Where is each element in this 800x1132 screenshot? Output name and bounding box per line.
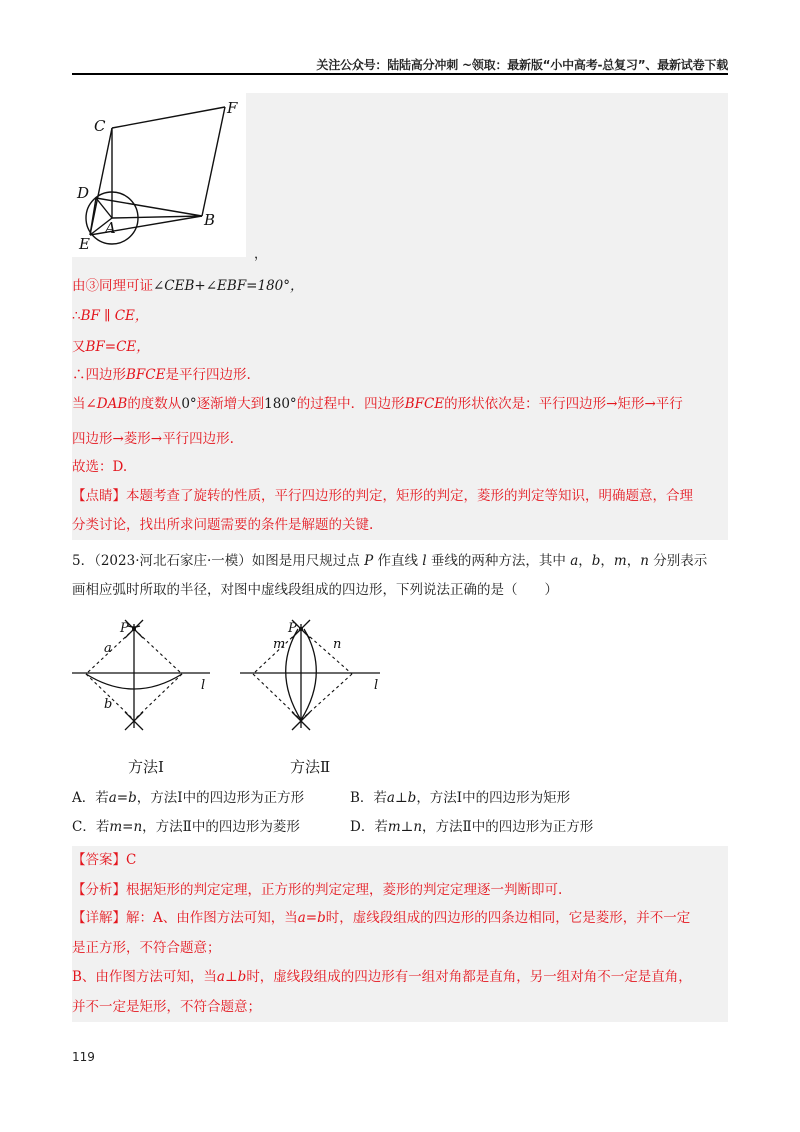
- label-F: F: [227, 99, 238, 117]
- text: ∴: [72, 308, 81, 324]
- rotation-figure-svg: [72, 93, 246, 257]
- text: ，: [578, 553, 592, 569]
- m1-label-b: b: [104, 697, 113, 712]
- m1-point-P: [132, 627, 136, 631]
- solution-line-1: [72, 277, 728, 295]
- m2-arc-n: [301, 629, 316, 720]
- math: l: [422, 553, 427, 569]
- math: b: [591, 553, 601, 569]
- question-5-line-1: [72, 552, 728, 570]
- text: B、由作图方法可知，当: [72, 969, 217, 985]
- solution-line-7: 故选：D.: [72, 459, 128, 475]
- text: 【详解】解：A、由作图方法可知，当: [72, 910, 298, 926]
- text: D．若: [350, 819, 388, 835]
- method-1-caption: 方法Ⅰ: [128, 758, 164, 776]
- text: 5．（2023·河北石家庄·一模）如图是用尺规过点: [72, 553, 365, 569]
- label-E: E: [79, 235, 90, 253]
- label-C: C: [94, 117, 106, 135]
- detail-line-1: [72, 909, 728, 927]
- text: B．若: [350, 790, 387, 806]
- answer-line: 【答案】C: [72, 852, 137, 868]
- solution-line-2: [72, 307, 728, 325]
- text: 由③同理可证: [72, 278, 153, 294]
- answer-block: [72, 846, 728, 1022]
- m2-point-P: [299, 627, 303, 631]
- math: BFCE: [126, 367, 166, 383]
- text: 当: [72, 396, 86, 412]
- text: 垂线的两种方法，其中: [426, 553, 571, 569]
- m2-label-l: l: [374, 678, 379, 693]
- page-number: 119: [72, 1050, 95, 1064]
- text: 的过程中．四边形: [296, 396, 405, 412]
- text: 是平行四边形.: [165, 367, 251, 383]
- edge-FB: [202, 107, 225, 216]
- solution-line-4: [72, 366, 728, 384]
- math: ∠CEB+∠EBF=180°，: [153, 278, 304, 294]
- detail-line-2: 是正方形，不符合题意；: [72, 940, 221, 956]
- text: ，: [600, 553, 614, 569]
- text: A．若: [72, 790, 109, 806]
- text: ，方法Ⅱ中的四边形为菱形: [142, 819, 300, 835]
- m2-dash-3: [253, 674, 301, 720]
- math: BF=CE，: [85, 339, 150, 355]
- analysis-line: 【分析】根据矩形的判定定理，正方形的判定定理，菱形的判定定理逐一判断即可.: [72, 882, 563, 898]
- math: BFCE: [404, 396, 445, 412]
- rotation-figure: [72, 93, 246, 257]
- detail-line-3: [72, 968, 728, 986]
- text: 的形状依次是：平行四边形→矩形→平行: [444, 396, 683, 412]
- option-C: [72, 818, 300, 836]
- math: P: [364, 553, 374, 569]
- math: a=b: [108, 790, 137, 806]
- label-D: D: [77, 184, 90, 202]
- math: 180°: [264, 396, 297, 412]
- text: 时，虚线段组成的四边形有一组对角都是直角，另一组对角不一定是直角，: [246, 969, 692, 985]
- text: ∴四边形: [72, 367, 126, 383]
- text: ，: [626, 553, 641, 569]
- text: C．若: [72, 819, 110, 835]
- math: ∠DAB: [85, 396, 128, 412]
- method-2-caption: 方法Ⅱ: [290, 758, 331, 776]
- m1-dash-4: [134, 674, 182, 720]
- math: a: [570, 553, 579, 569]
- m2-arc-m: [286, 629, 301, 720]
- text: 又: [72, 339, 86, 355]
- solution-line-6: 四边形→菱形→平行四边形.: [72, 431, 234, 447]
- option-A: [72, 789, 304, 807]
- m1-label-a: a: [104, 641, 112, 656]
- previous-solution-block: [72, 93, 728, 540]
- construction-figures-svg: [72, 616, 728, 736]
- comma-after-figure: ，: [254, 247, 268, 262]
- page-header: 关注公众号：陆陆高分冲刺 ~领取：最新版“小中高考-总复习”、最新试卷下载: [316, 58, 728, 72]
- math: a⊥b: [216, 969, 247, 985]
- math: BF ∥ CE，: [80, 308, 149, 324]
- label-A: A: [105, 219, 116, 237]
- math: m⊥n: [387, 819, 423, 835]
- solution-line-9: 分类讨论，找出所求问题需要的条件是解题的关键.: [72, 517, 374, 533]
- text: 分别表示: [648, 553, 708, 569]
- m2-label-P: P: [288, 621, 297, 636]
- option-D: [350, 818, 593, 836]
- m2-label-n: n: [333, 637, 342, 652]
- text: 的度数从: [127, 396, 182, 412]
- text: ，方法Ⅱ中的四边形为正方形: [422, 819, 594, 835]
- m1-label-l: l: [201, 678, 206, 693]
- text: ，方法Ⅰ中的四边形为矩形: [416, 790, 571, 806]
- edge-CF: [112, 107, 225, 128]
- question-5-line-2: 画相应弧时所取的半径，对图中虚线段组成的四边形，下列说法正确的是（ ）: [72, 582, 558, 598]
- math: 0°: [181, 396, 197, 412]
- text: 逐渐增大到: [196, 396, 265, 412]
- label-B: B: [204, 211, 216, 229]
- solution-line-3: [72, 338, 728, 356]
- m1-label-P: P: [120, 621, 129, 636]
- solution-line-5: [72, 395, 728, 413]
- construction-figures: [72, 616, 728, 786]
- m2-label-m: m: [273, 637, 286, 652]
- text: 作直线: [373, 553, 423, 569]
- text: ，方法Ⅰ中的四边形为正方形: [136, 790, 305, 806]
- math: m: [613, 553, 627, 569]
- text: 时，虚线段组成的四边形的四条边相同，它是菱形，并不一定: [325, 910, 691, 926]
- detail-line-4: 并不一定是矩形，不符合题意；: [72, 999, 261, 1015]
- math: a⊥b: [386, 790, 417, 806]
- option-B: [350, 789, 570, 807]
- math: n: [640, 553, 649, 569]
- solution-line-8: 【点睛】本题考查了旋转的性质，平行四边形的判定，矩形的判定，菱形的判定等知识，明确题意，合理: [72, 488, 693, 504]
- math: a=b: [297, 910, 326, 926]
- math: m=n: [109, 819, 143, 835]
- header-rule: [72, 73, 728, 75]
